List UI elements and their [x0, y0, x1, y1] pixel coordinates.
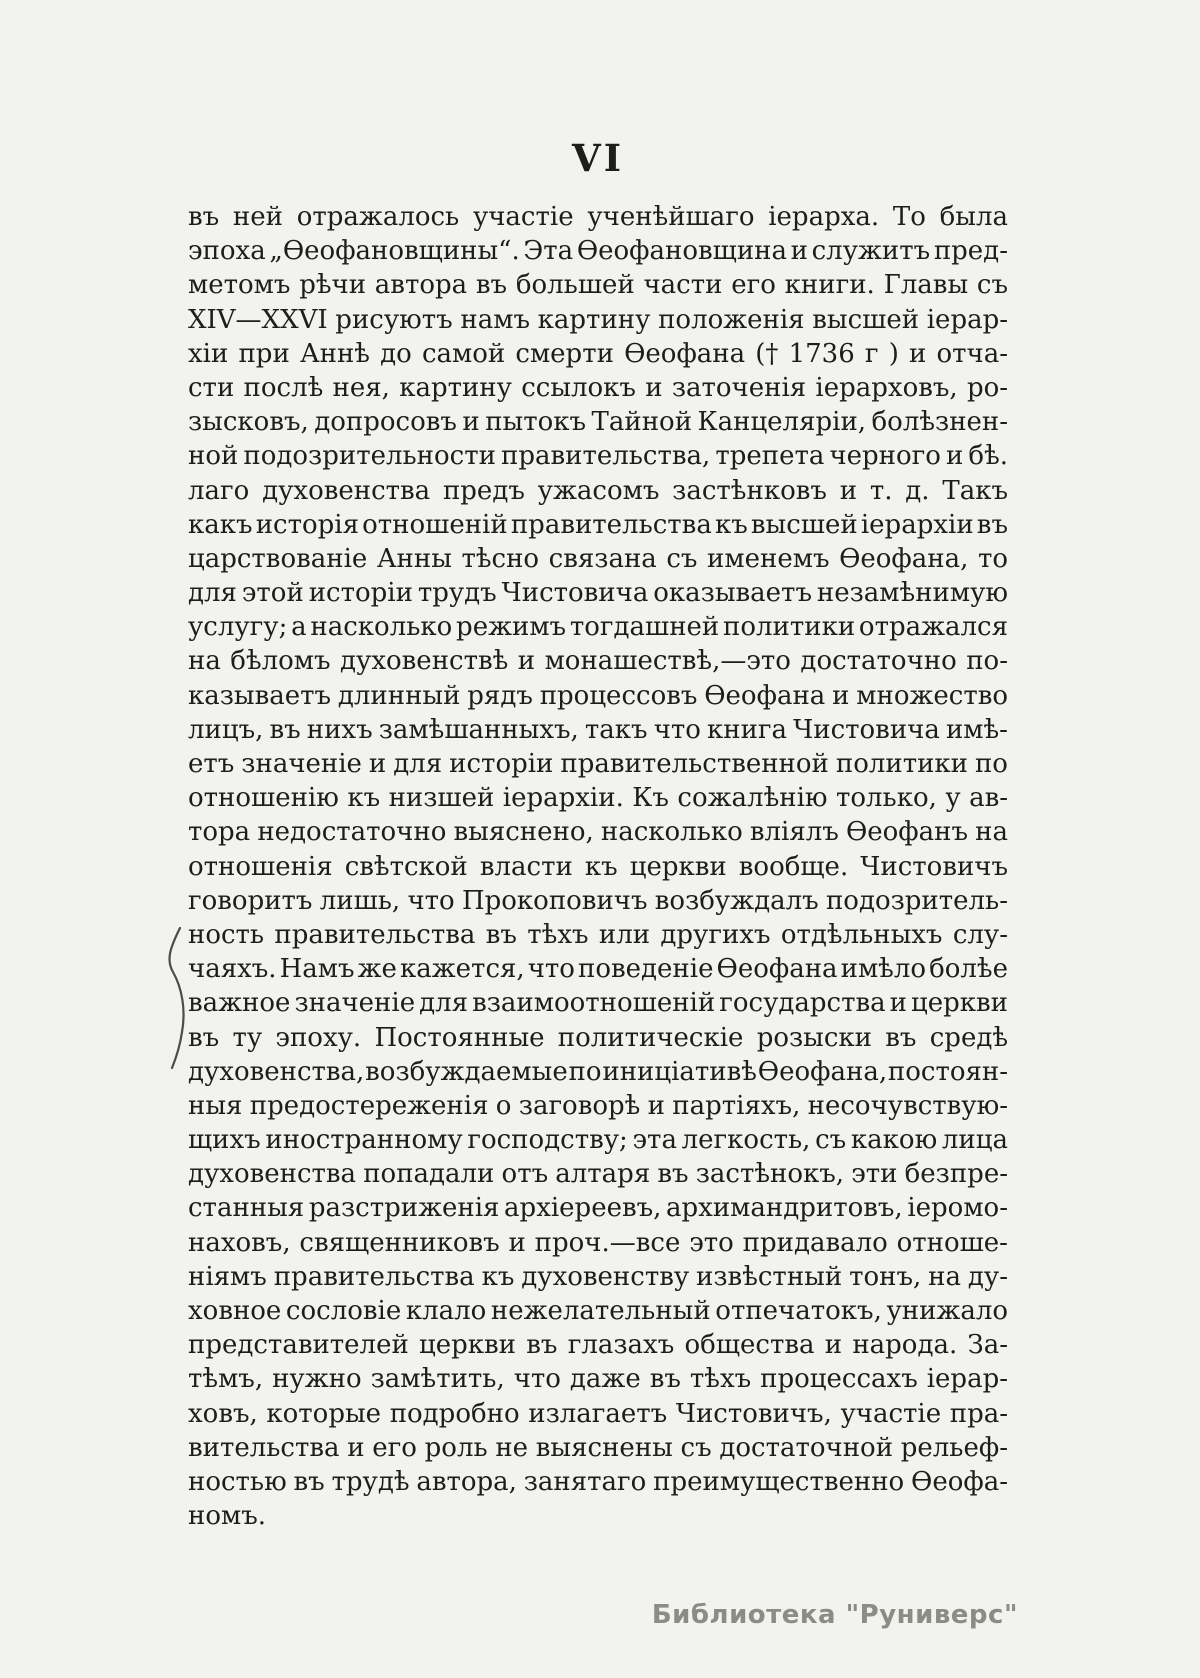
text-line: станныя разстриженія архіереевъ, архимандритовъ, іеромо- — [188, 1193, 1008, 1224]
text-line: хіи при Аннѣ до самой смерти Ѳеофана († 1736 г ) и отча- — [188, 338, 1009, 369]
text-line: какъ исторія отношеній правительства къ высшей іерархіи въ — [188, 509, 1008, 540]
text-line: чаяхъ. Намъ же кажется, что поведеніе Ѳеофана имѣло болѣе — [188, 954, 1008, 985]
text-line: на бѣломъ духовенствѣ и монашествѣ,—это достаточно по- — [188, 646, 1008, 677]
text-line: зысковъ, допросовъ и пытокъ Тайной Канцеляріи, болѣзнен- — [188, 407, 1009, 438]
text-line: важное значеніе для взаимоотношеній государства и церкви — [188, 988, 1008, 1019]
text-line: метомъ рѣчи автора въ большей части его книги. Главы съ — [188, 270, 1009, 301]
text-line: для этой исторіи трудъ Чистовича оказываетъ незамѣнимую — [188, 578, 1009, 609]
text-line: духовенства, возбуждаемые по иниціативѣ Ѳеофана, постоян- — [188, 1056, 1009, 1087]
text-line: вительства и его роль не выяснены съ достаточной рельеф- — [188, 1432, 1008, 1463]
text-line: духовенства попадали отъ алтаря въ застѣнокъ, эти безпре- — [188, 1159, 1009, 1190]
text-line: отношенія свѣтской власти къ церкви вообще. Чистовичъ — [188, 851, 1009, 882]
body-text — [188, 200, 1008, 1533]
text-line: тѣмъ, нужно замѣтить, что даже въ тѣхъ процессахъ іерар- — [188, 1364, 1009, 1395]
text-line: сти послѣ нея, картину ссылокъ и заточенія іерарховъ, ро- — [188, 372, 1009, 403]
text-line: наховъ, священниковъ и проч.—все это придавало отноше- — [188, 1227, 1008, 1258]
text-line: говоритъ лишь, что Прокоповичъ возбуждалъ подозритель- — [188, 885, 1008, 916]
text-line: тора недостаточно выяснено, насколько вліялъ Ѳеофанъ на — [188, 817, 1008, 848]
text-line: отношенію къ низшей іерархіи. Къ сожалѣнію только, у ав- — [188, 783, 1009, 814]
text-line: лаго духовенства предъ ужасомъ застѣнковъ и т. д. Такъ — [188, 475, 1009, 506]
text-line: ховное сословіе клало нежелательный отпечатокъ, унижало — [188, 1296, 1008, 1326]
text-line: услугу; а насколько режимъ тогдашней политики отражался — [188, 612, 1009, 643]
text-line: лицъ, въ нихъ замѣшанныхъ, такъ что книга Чистовича имѣ- — [188, 714, 1008, 745]
text-line: представителей церкви въ глазахъ общества и народа. За- — [188, 1330, 1008, 1361]
text-line: щихъ иностранному господству; эта легкость, съ какою лица — [188, 1125, 1008, 1156]
text-line: XIV—XXVI рисуютъ намъ картину положенія высшей іерар- — [188, 304, 1009, 335]
text-line: въ ней отражалось участіе ученѣйшаго іерарха. То была — [188, 202, 1008, 232]
text-line: въ ту эпоху. Постоянные политическіе розыски въ средѣ — [188, 1022, 1009, 1053]
margin-pen-mark-icon — [158, 922, 228, 1072]
text-line: царствованіе Анны тѣсно связана съ именемъ Ѳеофана, то — [188, 543, 1008, 574]
text-line: ніямъ правительства къ духовенству извѣстный тонъ, на ду- — [188, 1261, 1008, 1292]
text-line: ностью въ трудѣ автора, занятаго преимущественно Ѳеофа- — [188, 1466, 1008, 1497]
page-number: VI — [571, 136, 624, 180]
text-line: номъ. — [188, 1501, 267, 1532]
text-line: ность правительства въ тѣхъ или другихъ отдѣльныхъ слу- — [188, 919, 1008, 950]
library-watermark: Библиотека "Руниверс" — [651, 1600, 1018, 1630]
text-line: казываетъ длинный рядъ процессовъ Ѳеофана и множество — [188, 680, 1009, 711]
text-line: ныя предостереженія о заговорѣ и партіяхъ, несочувствую- — [188, 1090, 1009, 1121]
text-line: эпоха „Ѳеофановщины“. Эта Ѳеофановщина и служитъ пред- — [188, 236, 1008, 267]
text-line: етъ значеніе и для исторіи правительственной политики по — [188, 749, 1008, 779]
text-line: ховъ, которые подробно излагаетъ Чистовичъ, участіе пра- — [188, 1398, 1009, 1429]
text-line: ной подозрительности правительства, трепета черного и бѣ. — [188, 441, 1009, 472]
